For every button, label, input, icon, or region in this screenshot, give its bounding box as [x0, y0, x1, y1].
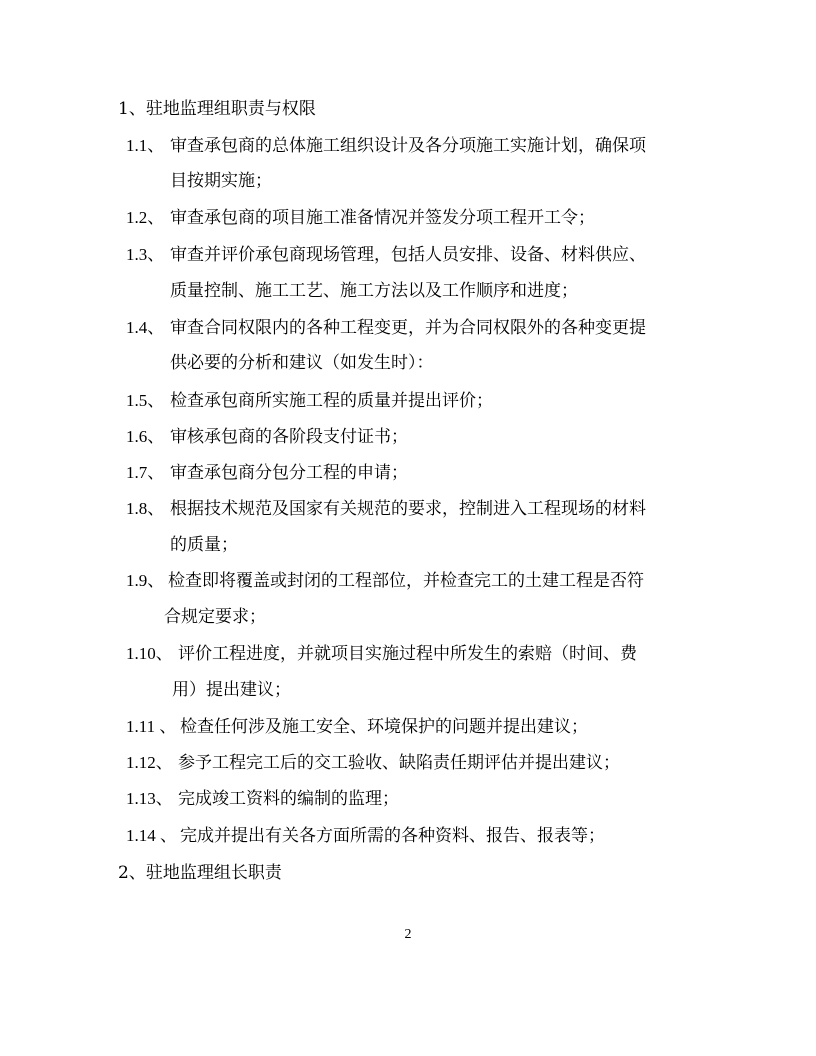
- item-number: 1.11 、: [126, 717, 177, 736]
- item-number: 1.3、: [126, 245, 165, 264]
- item-number: 1.4、: [126, 318, 165, 337]
- item-text-continued: 质量控制、施工工艺、施工方法以及工作顺序和进度；: [170, 281, 578, 301]
- item-text-continued: 用）提出建议；: [172, 680, 291, 700]
- item-text-continued: 的质量；: [170, 535, 238, 555]
- item-text: 完成并提出有关各方面所需的各种资料、报告、报表等；: [180, 826, 605, 846]
- item-number: 1.10、: [126, 644, 173, 663]
- item-number: 1.6、: [126, 427, 165, 446]
- item-text: 检查承包商所实施工程的质量并提出评价；: [170, 391, 493, 411]
- item-number: 1.8、: [126, 499, 165, 518]
- item-number: 1.5、: [126, 391, 165, 410]
- item-text: 检查任何涉及施工安全、环境保护的问题并提出建议；: [180, 717, 588, 737]
- item-text: 参予工程完工后的交工验收、缺陷责任期评估并提出建议；: [178, 753, 620, 773]
- item-text: 审核承包商的各阶段支付证书；: [170, 427, 408, 447]
- item-text: 审查承包商分包分工程的申请；: [170, 463, 408, 483]
- section-heading-2: 2、驻地监理组长职责: [118, 863, 282, 883]
- item-number: 1.1、: [126, 136, 165, 155]
- item-number: 1.13、: [126, 789, 173, 808]
- item-text-continued: 合规定要求；: [164, 607, 266, 627]
- page-number: 2: [404, 927, 412, 942]
- item-number: 1.9、: [126, 571, 165, 590]
- section-heading-1: 1、驻地监理组职责与权限: [118, 99, 316, 119]
- item-text: 完成竣工资料的编制的监理；: [178, 789, 399, 809]
- item-number: 1.14 、: [126, 826, 177, 845]
- item-number: 1.7、: [126, 463, 165, 482]
- item-text-continued: 供必要的分析和建议（如发生时）：: [170, 353, 434, 373]
- item-text: 审查合同权限内的各种工程变更，并为合同权限外的各种变更提: [170, 318, 646, 338]
- item-text: 评价工程进度，并就项目实施过程中所发生的索赔（时间、费: [178, 644, 637, 664]
- item-number: 1.12、: [126, 753, 173, 772]
- item-text: 审查承包商的项目施工准备情况并签发分项工程开工令；: [170, 208, 595, 228]
- item-text: 审查承包商的总体施工组织设计及各分项施工实施计划，确保项: [170, 136, 646, 156]
- item-text: 检查即将覆盖或封闭的工程部位，并检查完工的土建工程是否符: [168, 571, 644, 591]
- item-text-continued: 目按期实施；: [170, 171, 272, 191]
- item-text: 根据技术规范及国家有关规范的要求，控制进入工程现场的材料: [170, 499, 646, 519]
- item-text: 审查并评价承包商现场管理，包括人员安排、设备、材料供应、: [170, 245, 646, 265]
- item-number: 1.2、: [126, 208, 165, 227]
